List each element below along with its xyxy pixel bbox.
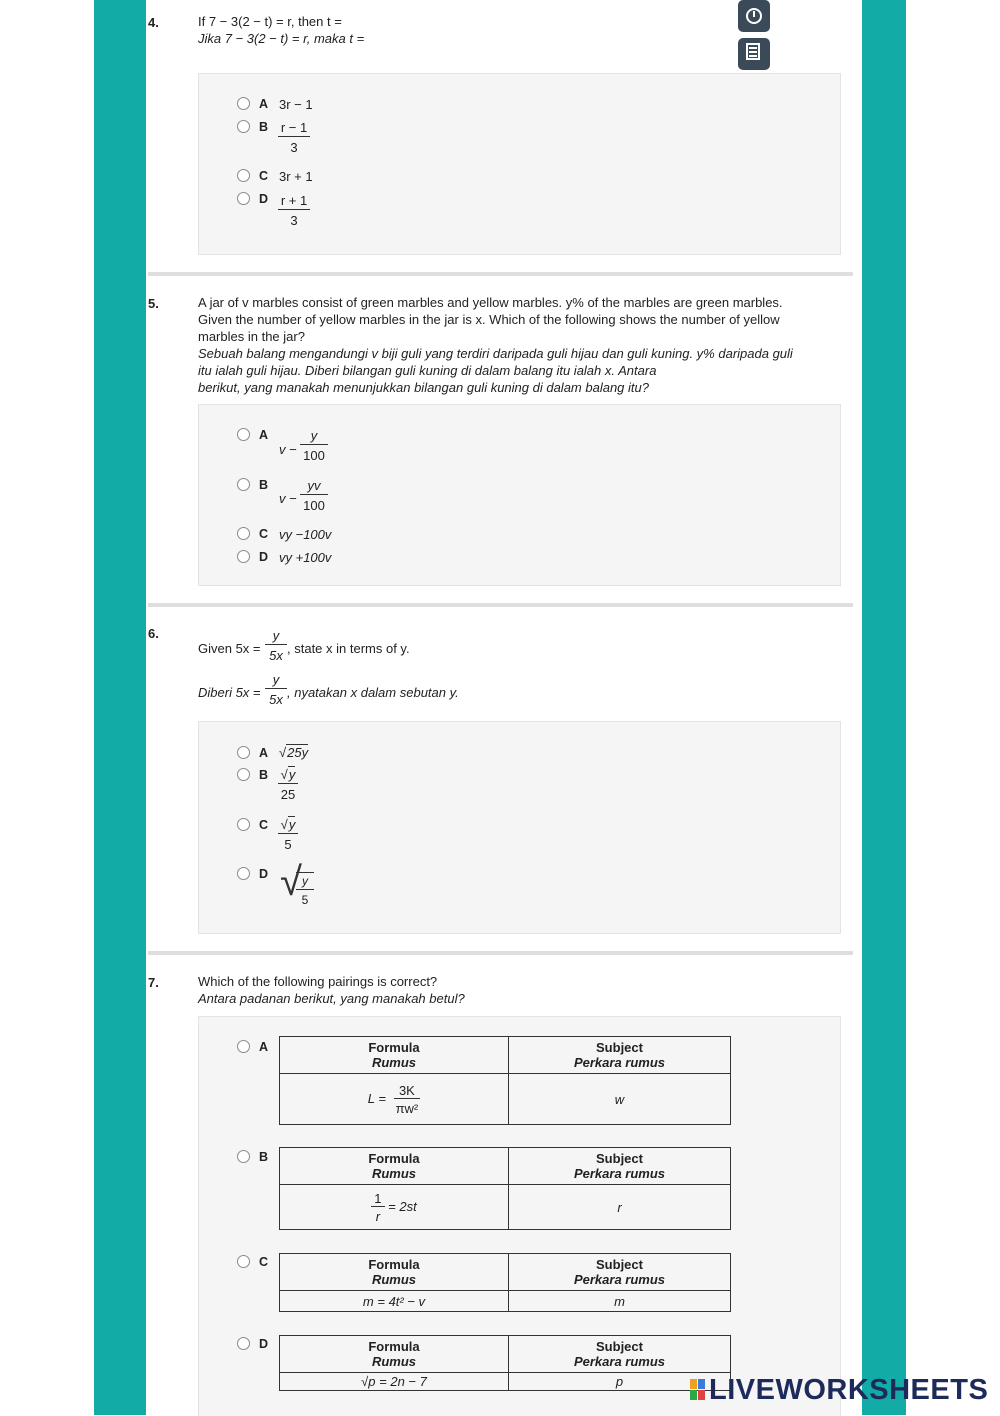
option-radio-b[interactable] [237,478,250,491]
header-formula: Formula [368,1151,420,1166]
question-stem-malay: Jika 7 − 3(2 − t) = r, maka t = [198,31,365,46]
diberi-fraction [265,672,287,707]
option-letter: D [259,192,269,206]
option-radio-c[interactable] [237,818,250,831]
numerator: y [302,874,308,888]
option-fraction [300,428,328,463]
subject-cell: m [509,1291,731,1312]
option-radio-d[interactable] [237,550,250,563]
radicand: 25y [287,745,309,760]
denominator: 100 [303,448,325,463]
formula-prefix: L = [367,1090,386,1106]
option-radio-a[interactable] [237,1040,250,1053]
question-stem-malay: Antara padanan berikut, yang manakah betul? [198,991,465,1006]
option-radio-d[interactable] [237,867,250,880]
option-radio-a[interactable] [237,428,250,441]
option-fraction [278,193,310,228]
question-number: 6. [148,626,159,641]
given-prefix: Given 5x = [198,641,261,656]
header-rumus: Rumus [371,1055,417,1070]
option-radio-c[interactable] [237,527,250,540]
option-letter: D [259,867,269,881]
question-divider [148,951,853,955]
header-rumus: Rumus [371,1272,417,1287]
option-sqrt: √25y [279,745,309,760]
diberi-suffix: , nyatakan x dalam sebutan y. [287,685,459,700]
option-text: 3r + 1 [279,169,313,184]
question-divider [148,272,853,276]
header-subject: Subject [596,1040,643,1055]
question-stem-line: Given the number of yellow marbles in the jar is x. Which of the following shows the number of yellow [198,312,780,327]
logo-mark-icon [690,1379,706,1401]
question-number: 7. [148,975,159,990]
formula-fraction [394,1083,421,1116]
left-margin-band [94,0,146,1415]
header-rumus: Rumus [371,1166,417,1181]
numerator: y [272,672,280,687]
header-perkara: Perkara rumus [573,1354,666,1369]
header-subject: Subject [596,1339,643,1354]
numerator: y [272,628,280,643]
brand-name: LIVEWORKSHEETS [709,1374,989,1406]
pairing-table [279,1147,731,1230]
numerator: yv [307,478,321,493]
header-perkara: Perkara rumus [573,1272,666,1287]
diberi-prefix: Diberi 5x = [198,685,261,700]
denominator: 3 [290,213,298,228]
option-radio-a[interactable] [237,746,250,759]
denominator: 100 [303,498,325,513]
option-radio-b[interactable] [237,768,250,781]
option-radio-a[interactable] [237,97,250,110]
option-letter: C [259,169,269,183]
denominator: r [371,1206,384,1224]
option-radio-d[interactable] [237,1337,250,1350]
option-radio-c[interactable] [237,1255,250,1268]
option-letter: B [259,120,269,134]
option-radio-b[interactable] [237,1150,250,1163]
radical-sign: √ [280,860,302,904]
numerator: r + 1 [280,193,308,208]
formula-cell: √p = 2n − 7 [280,1373,509,1391]
header-formula: Formula [368,1257,420,1272]
question-stem-line: A jar of v marbles consist of green marbles and yellow marbles. y% of the marbles are green marbles. [198,295,783,310]
denominator: 3 [290,140,298,155]
header-formula: Formula [368,1040,420,1055]
option-letter: B [259,768,269,782]
denominator: 5x [269,692,283,707]
header-formula: Formula [368,1339,420,1354]
option-letter: C [259,527,269,541]
question-number: 5. [148,296,159,311]
option-text: vy −100v [279,527,332,542]
option-radio-c[interactable] [237,169,250,182]
question-number: 4. [148,15,159,30]
radicand: y [288,767,296,782]
question-stem-malay-line: itu ialah guli hijau. Diberi bilangan guli kuning di dalam balang itu ialah x. Antara [198,363,657,378]
option-fraction: √y 5 [278,817,298,852]
option-text: vy +100v [279,550,332,565]
question-divider [148,603,853,607]
pairing-table [279,1253,731,1312]
option-letter: A [259,1040,269,1054]
denominator: 5 [301,893,309,907]
option-letter: C [259,1255,269,1269]
option-letter: A [259,97,269,111]
option-letter: D [259,550,269,564]
option-letter: A [259,428,269,442]
subject-cell: p [509,1373,731,1391]
option-letter: D [259,1337,269,1351]
subject-cell: r [509,1185,731,1230]
numerator: 3K [398,1082,415,1098]
liveworksheets-logo [690,1374,988,1407]
pairing-table [279,1335,731,1391]
denominator: 5 [284,837,292,852]
formula-fraction [371,1191,384,1224]
question-stem-line: marbles in the jar? [198,329,305,344]
numerator: r − 1 [280,120,308,135]
option-prefix: v − [279,491,297,506]
option-fraction [296,872,314,907]
header-subject: Subject [596,1151,643,1166]
header-perkara: Perkara rumus [573,1055,666,1070]
right-margin-band [862,0,906,1415]
header-subject: Subject [596,1257,643,1272]
formula-suffix: = 2st [388,1198,417,1214]
option-prefix: v − [279,442,297,457]
question-stem: Which of the following pairings is correct? [198,974,438,989]
header-perkara: Perkara rumus [573,1166,666,1181]
option-letter: C [259,818,269,832]
numerator: y [310,428,318,443]
radicand: y [288,817,296,832]
denominator: πw² [394,1098,421,1116]
header-rumus: Rumus [371,1354,417,1369]
option-fraction [278,120,310,155]
option-letter: B [259,478,269,492]
pairing-table [279,1036,731,1125]
subject-cell: w [509,1074,731,1125]
option-radio-d[interactable] [237,192,250,205]
given-fraction [265,628,287,663]
formula-cell: m = 4t² − v [280,1291,509,1312]
question-stem: If 7 − 3(2 − t) = r, then t = [198,14,342,29]
question-stem-malay-line: Sebuah balang mengandungi v biji guli yang terdiri daripada guli hijau dan guli kuning. y% daripada guli [198,346,793,361]
option-fraction [300,478,328,513]
option-letter: A [259,746,269,760]
denominator: 5x [269,648,283,663]
question-stem-malay-line: berikut, yang manakah menunjukkan bilangan guli kuning di dalam balang itu? [198,380,649,395]
numerator: 1 [374,1190,382,1206]
option-text: 3r − 1 [279,97,313,112]
denominator: 25 [280,787,296,802]
given-suffix: , state x in terms of y. [287,641,410,656]
option-radio-b[interactable] [237,120,250,133]
option-letter: B [259,1150,269,1164]
option-fraction: √y 25 [278,767,298,802]
